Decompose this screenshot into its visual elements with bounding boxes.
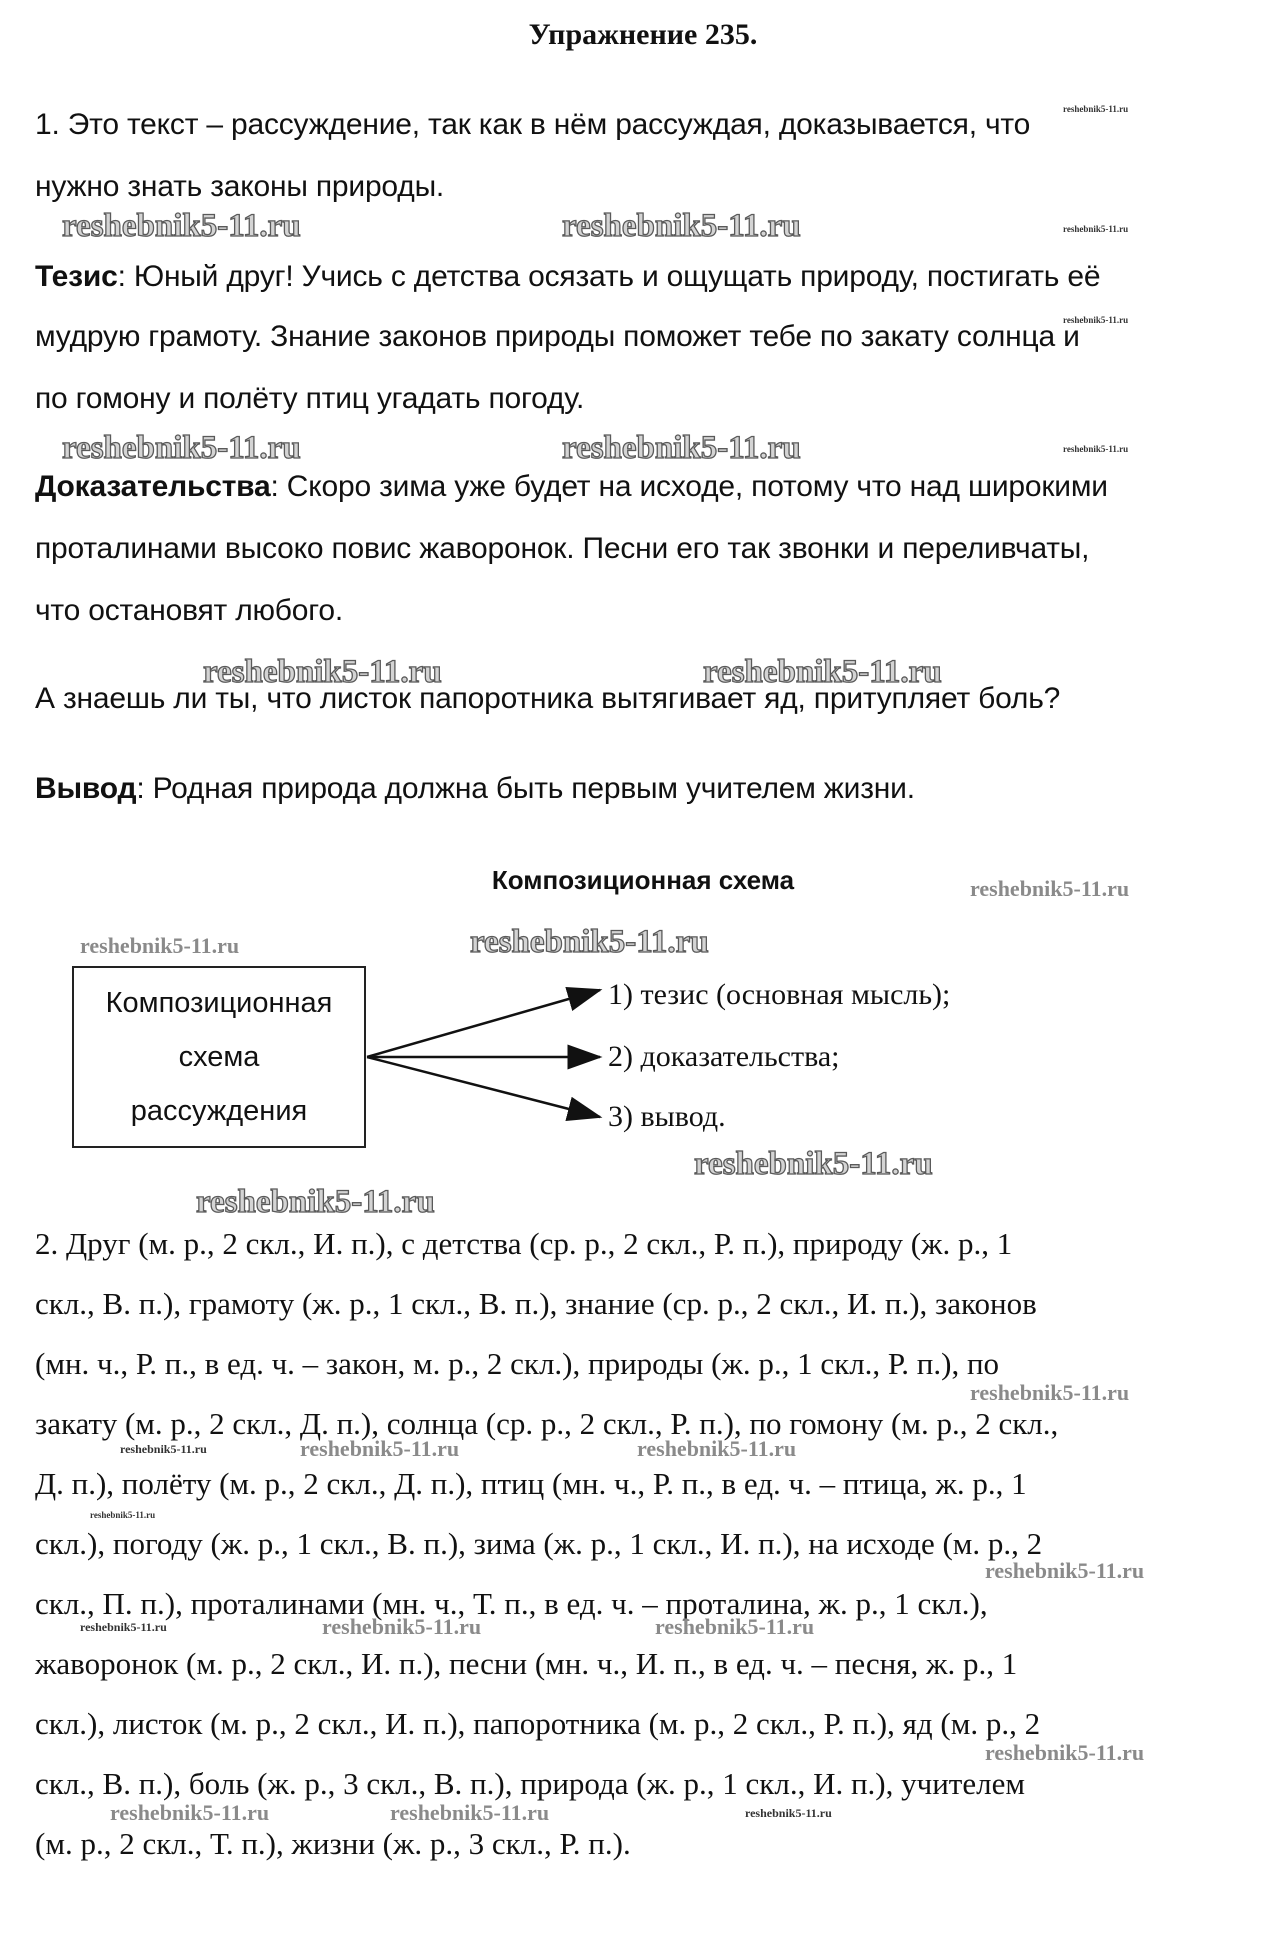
thesis-line-3: по гомону и полёту птиц угадать погоду. (35, 382, 585, 415)
thesis-line-2: мудрую грамоту. Знание законов природы поможет тебе по закату солнца и (35, 320, 1080, 353)
watermark: reshebnik5-11.ru (703, 654, 942, 690)
intro-line-1: 1. Это текст – рассуждение, так как в нём рассуждая, доказывается, что (35, 108, 1031, 141)
part2-line-3: (мн. ч., Р. п., в ед. ч. – закон, м. р., 2 скл.), природы (ж. р., 1 скл., Р. п.), по (35, 1346, 1000, 1381)
watermark: reshebnik5-11.ru (1063, 444, 1129, 454)
watermark: reshebnik5-11.ru (196, 1184, 435, 1220)
scheme-title: Композиционная схема (491, 865, 795, 895)
proofs-line-3: что остановят любого. (35, 594, 343, 627)
scheme-item-thesis: 1) тезис (основная мысль); (608, 978, 951, 1011)
arrow-to-conclusion (367, 1057, 600, 1117)
watermark: reshebnik5-11.ru (1063, 224, 1129, 234)
part2-line-9: скл.), листок (м. р., 2 скл., И. п.), папоротника (м. р., 2 скл., Р. п.), яд (м. р., 2 (35, 1706, 1041, 1741)
watermark: reshebnik5-11.ru (745, 1806, 832, 1820)
proofs-line-2: проталинами высоко повис жаворонок. Песни его так звонки и переливчаты, (35, 532, 1090, 565)
arrow-to-thesis (367, 990, 600, 1057)
part2-line-6: скл.), погоду (ж. р., 1 скл., В. п.), зима (ж. р., 1 скл., И. п.), на исходе (м. р., 2 (35, 1526, 1043, 1561)
conclusion-line: Вывод: Родная природа должна быть первым учителем жизни. (35, 772, 915, 805)
scheme-box-line-1: Композиционная (105, 986, 333, 1019)
intro-line-2: нужно знать законы природы. (35, 170, 445, 203)
watermark: reshebnik5-11.ru (203, 654, 442, 690)
scheme-box-line-3: рассуждения (130, 1094, 308, 1127)
watermark: reshebnik5-11.ru (90, 1510, 156, 1520)
watermark: reshebnik5-11.ru (300, 1436, 460, 1461)
watermark: reshebnik5-11.ru (470, 924, 709, 960)
question-line: А знаешь ли ты, что листок папоротника вытягивает яд, притупляет боль? (35, 682, 1061, 715)
part2-line-11: (м. р., 2 скл., Т. п.), жизни (ж. р., 3 скл., Р. п.). (35, 1826, 631, 1861)
watermark: reshebnik5-11.ru (120, 1442, 207, 1456)
watermark: reshebnik5-11.ru (62, 430, 301, 466)
watermark: reshebnik5-11.ru (1063, 104, 1129, 114)
watermark: reshebnik5-11.ru (985, 1558, 1145, 1583)
scheme-item-proofs: 2) доказательства; (608, 1040, 840, 1073)
part2-line-1: 2. Друг (м. р., 2 скл., И. п.), с детства (ср. р., 2 скл., Р. п.), природу (ж. р., 1 (35, 1226, 1013, 1261)
proofs-line-1: Доказательства: Скоро зима уже будет на исходе, потому что над широкими (35, 470, 1108, 503)
watermark: reshebnik5-11.ru (390, 1800, 550, 1825)
watermark: reshebnik5-11.ru (322, 1614, 482, 1639)
watermark: reshebnik5-11.ru (562, 208, 801, 244)
part2-line-4: закату (м. р., 2 скл., Д. п.), солнца (ср. р., 2 скл., Р. п.), по гомону (м. р., 2 скл., (35, 1406, 1059, 1441)
proofs-label: Доказательства (35, 470, 271, 503)
watermark: reshebnik5-11.ru (694, 1146, 933, 1182)
part2-line-2: скл., В. п.), грамоту (ж. р., 1 скл., В. п.), знание (ср. р., 2 скл., И. п.), законов (35, 1286, 1037, 1321)
thesis-line-1: Тезис: Юный друг! Учись с детства осязать и ощущать природу, постигать её (35, 260, 1101, 293)
watermark: reshebnik5-11.ru (985, 1740, 1145, 1765)
watermark: reshebnik5-11.ru (1063, 315, 1129, 325)
part2-line-8: жаворонок (м. р., 2 скл., И. п.), песни (мн. ч., И. п., в ед. ч. – песня, ж. р., 1 (35, 1646, 1018, 1681)
scheme-box-line-2: схема (178, 1040, 260, 1073)
watermark: reshebnik5-11.ru (637, 1436, 797, 1461)
watermark: reshebnik5-11.ru (970, 1380, 1130, 1405)
watermark: reshebnik5-11.ru (562, 430, 801, 466)
part2-line-5: Д. п.), полёту (м. р., 2 скл., Д. п.), птиц (мн. ч., Р. п., в ед. ч. – птица, ж. р., 1 (35, 1466, 1027, 1501)
part2-line-7: скл., П. п.), проталинами (мн. ч., Т. п., в ед. ч. – проталина, ж. р., 1 скл.), (35, 1586, 988, 1621)
thesis-label: Тезис (35, 260, 118, 293)
watermark: reshebnik5-11.ru (655, 1614, 815, 1639)
part2-line-10: скл., В. п.), боль (ж. р., 3 скл., В. п.), природа (ж. р., 1 скл., И. п.), учителем (35, 1766, 1025, 1801)
watermark: reshebnik5-11.ru (80, 1620, 167, 1634)
watermark: reshebnik5-11.ru (110, 1800, 270, 1825)
watermark: reshebnik5-11.ru (970, 876, 1130, 901)
scheme-item-conclusion: 3) вывод. (608, 1100, 726, 1133)
conclusion-label: Вывод (35, 772, 137, 805)
watermark: reshebnik5-11.ru (80, 933, 240, 958)
watermark: reshebnik5-11.ru (62, 208, 301, 244)
page-title: Упражнение 235. (528, 18, 758, 51)
